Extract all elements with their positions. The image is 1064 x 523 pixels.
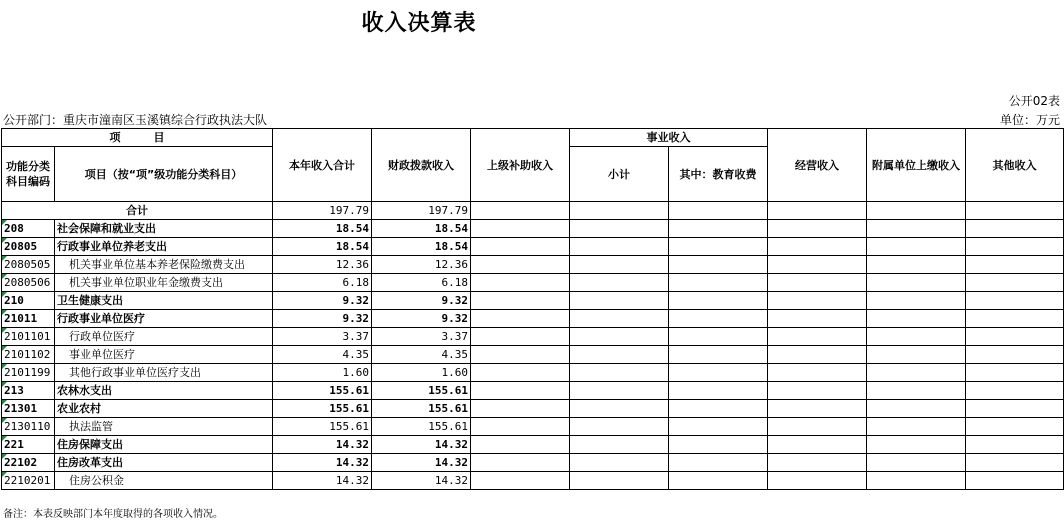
empty-cell [966,472,1064,490]
table-row [2,256,1064,274]
department-label: 公开部门：重庆市潼南区玉溪镇综合行政执法大队 [3,113,268,127]
empty-cell [768,454,867,472]
row-name: 住房改革支出 [55,454,273,472]
row-name: 事业单位医疗 [55,346,273,364]
table-row [2,238,1064,256]
row-fiscal: 9.32 [372,310,471,328]
empty-cell [570,436,669,454]
empty-cell [669,220,768,238]
empty-cell [966,346,1064,364]
row-fiscal: 18.54 [372,220,471,238]
row-total-income: 155.61 [273,418,372,436]
empty-cell [966,400,1064,418]
header-subtotal: 小计 [570,147,669,202]
row-total-income: 1.60 [273,364,372,382]
empty-cell [471,346,570,364]
empty-cell [966,220,1064,238]
row-code: 2130110 [2,418,55,436]
table-row [2,364,1064,382]
table-row [2,346,1064,364]
empty-cell [471,238,570,256]
header-other: 其他收入 [966,129,1064,202]
row-fiscal: 3.37 [372,328,471,346]
row-total-income: 4.35 [273,346,372,364]
row-total-income: 14.32 [273,472,372,490]
table-row [2,418,1064,436]
empty-cell [966,310,1064,328]
table-row [2,328,1064,346]
empty-cell [768,220,867,238]
row-fiscal: 9.32 [372,292,471,310]
row-total-income: 12.36 [273,256,372,274]
empty-cell [471,454,570,472]
row-name: 住房保障支出 [55,436,273,454]
empty-cell [966,454,1064,472]
empty-cell [966,238,1064,256]
empty-cell [570,346,669,364]
empty-cell [867,346,966,364]
row-code: 2101101 [2,328,55,346]
row-fiscal: 14.32 [372,454,471,472]
empty-cell [570,220,669,238]
total-label: 合计 [2,202,273,220]
total-row [2,202,1064,220]
empty-cell [966,436,1064,454]
row-fiscal: 18.54 [372,238,471,256]
row-total-income: 14.32 [273,436,372,454]
empty-cell [471,274,570,292]
empty-cell [471,220,570,238]
empty-cell [867,418,966,436]
empty-cell [768,256,867,274]
row-total-income: 18.54 [273,220,372,238]
row-name: 机关事业单位基本养老保险缴费支出 [55,256,273,274]
row-fiscal: 1.60 [372,364,471,382]
footnote: 备注：本表反映部门本年度取得的各项收入情况。 [3,509,223,520]
row-name: 行政事业单位养老支出 [55,238,273,256]
empty-cell [570,364,669,382]
empty-cell [570,310,669,328]
row-fiscal: 4.35 [372,346,471,364]
empty-cell [867,292,966,310]
empty-cell [669,400,768,418]
empty-cell [471,364,570,382]
empty-cell [669,418,768,436]
table-row [2,220,1064,238]
row-code: 21301 [2,400,55,418]
empty-cell [570,382,669,400]
empty-cell [669,382,768,400]
row-code: 221 [2,436,55,454]
row-fiscal: 155.61 [372,418,471,436]
empty-cell [768,418,867,436]
header-operating: 经营收入 [768,129,867,202]
row-fiscal: 155.61 [372,400,471,418]
row-code: 213 [2,382,55,400]
table-row [2,454,1064,472]
empty-cell [471,310,570,328]
header-career: 事业收入 [570,129,768,147]
header-fiscal: 财政拨款收入 [372,129,471,202]
empty-cell [471,400,570,418]
row-total-income: 6.18 [273,274,372,292]
empty-cell [471,382,570,400]
empty-cell [867,238,966,256]
header-func-name: 项目（按“项”级功能分类科目） [55,147,273,202]
row-code: 210 [2,292,55,310]
empty-cell [966,274,1064,292]
empty-cell [669,238,768,256]
empty-cell [867,400,966,418]
header-edu: 其中：教育收费 [669,147,768,202]
table-row [2,274,1064,292]
row-name: 卫生健康支出 [55,292,273,310]
row-fiscal: 12.36 [372,256,471,274]
page-title: 收入决算表 [361,11,477,36]
row-code: 2080506 [2,274,55,292]
header-superior: 上级补助收入 [471,129,570,202]
empty-cell [669,472,768,490]
row-total-income: 155.61 [273,382,372,400]
table-row [2,472,1064,490]
empty-cell [867,382,966,400]
empty-cell [669,454,768,472]
row-name: 行政单位医疗 [55,328,273,346]
row-code: 2210201 [2,472,55,490]
empty-cell [768,472,867,490]
empty-cell [570,454,669,472]
row-name: 执法监管 [55,418,273,436]
empty-cell [768,436,867,454]
empty-cell [669,310,768,328]
empty-cell [768,238,867,256]
row-code: 208 [2,220,55,238]
empty-cell [768,364,867,382]
table-row [2,436,1064,454]
empty-cell [867,274,966,292]
row-code: 2080505 [2,256,55,274]
unit-label: 单位：万元 [999,113,1060,127]
empty-cell [570,328,669,346]
empty-cell [471,418,570,436]
empty-cell [471,328,570,346]
empty-cell [570,238,669,256]
empty-cell [471,436,570,454]
empty-cell [570,400,669,418]
empty-cell [867,436,966,454]
row-fiscal: 14.32 [372,436,471,454]
empty-cell [669,364,768,382]
header-total-income: 本年收入合计 [273,129,372,202]
empty-cell [768,274,867,292]
empty-cell [768,382,867,400]
total-fiscal-value: 197.79 [372,202,471,220]
empty-cell [669,436,768,454]
empty-cell [768,292,867,310]
empty-cell [570,274,669,292]
row-total-income: 3.37 [273,328,372,346]
row-total-income: 9.32 [273,292,372,310]
empty-cell [669,328,768,346]
empty-cell [867,364,966,382]
empty-cell [570,256,669,274]
empty-cell [669,292,768,310]
row-name: 社会保障和就业支出 [55,220,273,238]
empty-cell [471,292,570,310]
empty-cell [768,328,867,346]
empty-cell [867,310,966,328]
total-income-value: 197.79 [273,202,372,220]
row-fiscal: 155.61 [372,382,471,400]
table-row [2,382,1064,400]
empty-cell [669,346,768,364]
row-name: 机关事业单位职业年金缴费支出 [55,274,273,292]
empty-cell [966,382,1064,400]
empty-cell [570,292,669,310]
header-affiliated: 附属单位上缴收入 [867,129,966,202]
row-name: 其他行政事业单位医疗支出 [55,364,273,382]
empty-cell [867,472,966,490]
empty-cell [867,220,966,238]
row-name: 住房公积金 [55,472,273,490]
empty-cell [669,274,768,292]
empty-cell [966,292,1064,310]
row-code: 20805 [2,238,55,256]
row-total-income: 155.61 [273,400,372,418]
empty-cell [570,418,669,436]
row-total-income: 14.32 [273,454,372,472]
empty-cell [768,346,867,364]
income-table [1,128,1064,490]
empty-cell [966,364,1064,382]
row-total-income: 18.54 [273,238,372,256]
empty-cell [471,256,570,274]
row-name: 农林水支出 [55,382,273,400]
empty-cell [966,256,1064,274]
table-row [2,310,1064,328]
row-code: 22102 [2,454,55,472]
header-item: 项 目 [2,129,273,147]
row-name: 行政事业单位医疗 [55,310,273,328]
empty-cell [867,454,966,472]
empty-cell [471,472,570,490]
row-total-income: 9.32 [273,310,372,328]
empty-cell [570,472,669,490]
empty-cell [768,310,867,328]
row-name: 农业农村 [55,400,273,418]
row-code: 2101102 [2,346,55,364]
table-row [2,292,1064,310]
header-func-code: 功能分类科目编码 [2,147,55,202]
row-fiscal: 14.32 [372,472,471,490]
row-fiscal: 6.18 [372,274,471,292]
empty-cell [966,418,1064,436]
table-row [2,400,1064,418]
form-code: 公开02表 [1008,94,1060,108]
empty-cell [966,328,1064,346]
empty-cell [867,256,966,274]
row-code: 2101199 [2,364,55,382]
empty-cell [768,400,867,418]
empty-cell [867,328,966,346]
row-code: 21011 [2,310,55,328]
empty-cell [669,256,768,274]
